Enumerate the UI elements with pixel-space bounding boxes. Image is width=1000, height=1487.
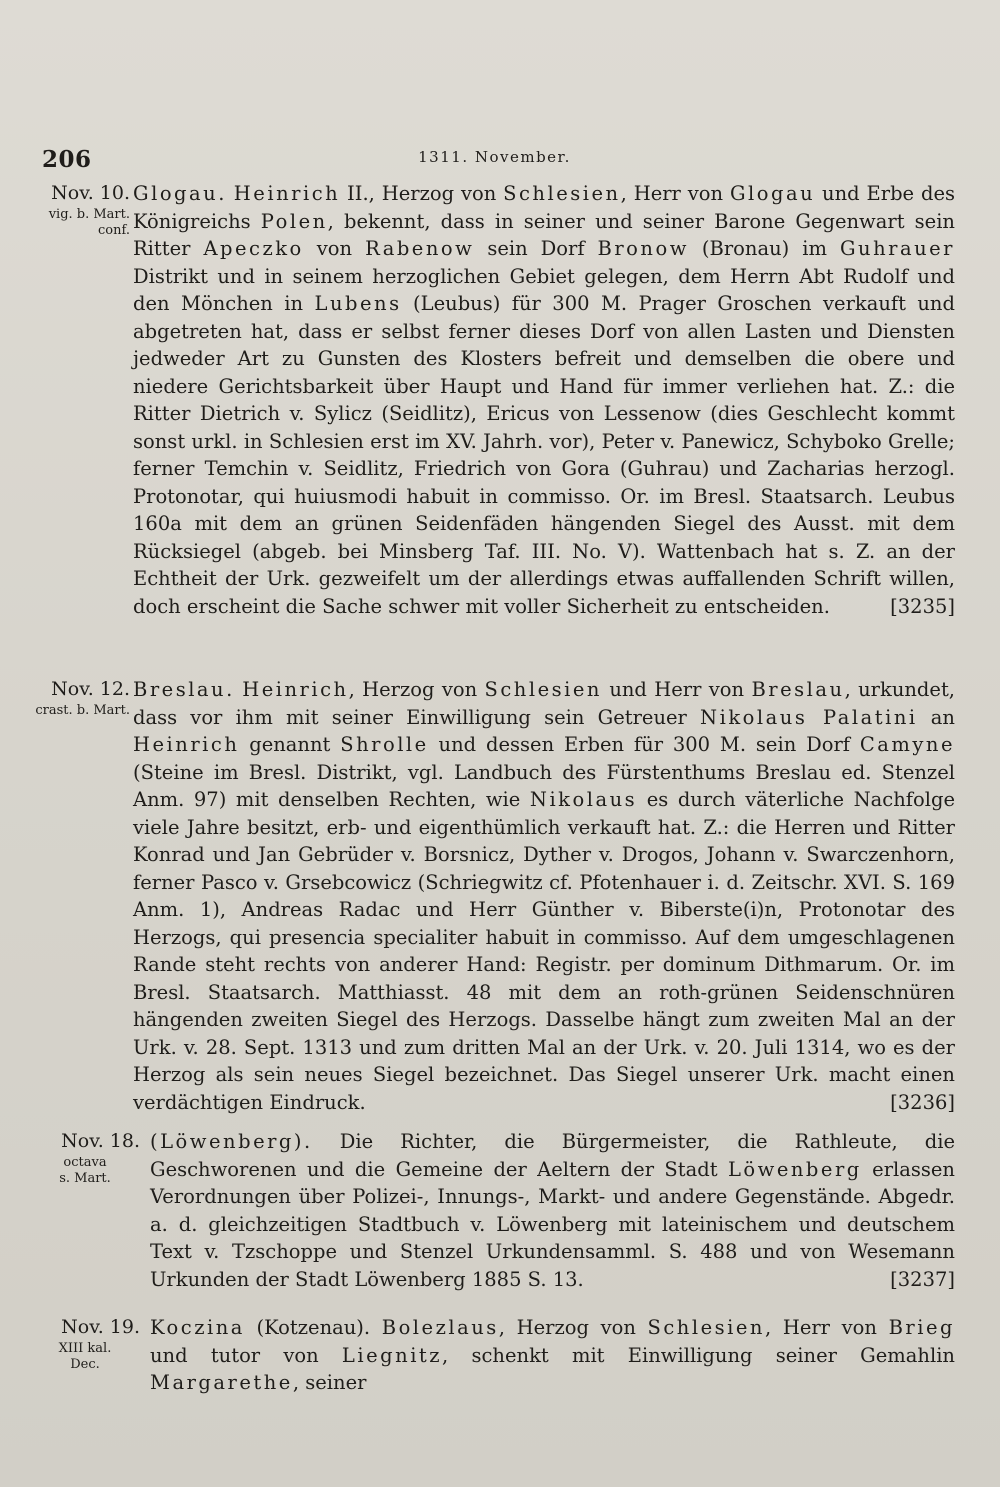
entry-margin: [30, 1314, 140, 1373]
spaced-name: Nikolaus: [529, 788, 638, 811]
spaced-name: Rabenow: [365, 237, 475, 260]
running-head: 1311. November.: [418, 148, 571, 166]
entry-feast: crast. b. Mart.: [35, 703, 130, 718]
spaced-name: Schlesien: [503, 182, 621, 205]
spaced-name: Brieg: [888, 1316, 955, 1339]
text-run: es durch väterliche Nachfolge viele Jahre besitzt, erb- und eigenthümlich verkauft hat. Z.: die Herren und Ritter Konrad und Jan Gebrüder v. Borsnicz, Dyther v. Drogos, Johann v. Swarczenhorn, ferner Pasco v. Grsebcowicz (Schriegwitz cf. Pfotenhauer i. d. Zeitschr. XVI. S. 169 Anm. 1), Andreas Radac und Herr Günther v. Biberste(i)n, Protonotar des Herzogs, qui presencia specialiter habuit in commisso. Auf dem umgeschlagenen Rande steht rechts von anderer Hand: Registr. per dominum Dithmarum. Or. im Bresl. Staatsarch. Matthiasst. 48 mit dem an roth-grünen Seidenschnüren hängenden zweiten Siegel des Herzogs. Dasselbe hängt zum zweiten Mal an der Urk. v. 28. Sept. 1313 und zum dritten Mal an der Urk. v. 20. Juli 1314, wo es der Herzog als sein neues Siegel bezeichnet. Das Siegel unserer Urk. macht einen verdächtigen Eindruck.: [133, 788, 955, 1114]
spaced-name: Liegnitz: [341, 1343, 443, 1367]
entry-date: Nov. 12.: [51, 678, 130, 700]
text-run: und Erbe des Königreichs: [133, 182, 955, 233]
page-number: 206: [42, 146, 92, 173]
text-run: , Herzog von: [498, 1316, 648, 1339]
text-run: (Steine im Bresl. Distrikt, vgl. Landbuch des Fürstenthums Breslau ed. Stenzel Anm. 97) mit denselben Rechten, wie: [133, 760, 955, 811]
text-run: und dessen Erben für 300 M. sein Dorf: [428, 733, 860, 756]
entry-text: [133, 182, 955, 618]
spaced-name: Glogau: [729, 182, 816, 205]
text-run: , Herr von: [765, 1316, 889, 1339]
entry-place: Koczina: [150, 1316, 245, 1339]
entry-feast: s. Mart.: [59, 1171, 111, 1186]
entry-place: Breslau.: [133, 678, 235, 701]
text-run: , schenkt mit Einwilligung seiner Gemahlin: [442, 1343, 955, 1367]
entry-reference-number: [3237]: [890, 1267, 955, 1291]
spaced-name: Heinrich: [242, 678, 349, 701]
entry-text: [150, 1316, 955, 1394]
spaced-name: Nikolaus Palatini: [700, 705, 918, 729]
text-run: an: [917, 705, 955, 729]
entry-date: Nov. 18.: [61, 1130, 140, 1152]
text-run: , seiner: [292, 1371, 367, 1394]
text-run: (Leubus) für 300 M. Prager Groschen verkauft und abgetreten hat, dass er selbst ferner dieses Dorf von allen Lasten und Diensten jedweder Art zu Gunsten des Klosters befreit und demselben die obere und niedere Gerichtsbarkeit über Haupt und Hand für immer verliehen hat. Z.: die Ritter Dietrich v. Sylicz (Seidlitz), Ericus von Lessenow (dies Geschlecht kommt sonst urkl. in Schlesien erst im XV. Jahrh. vor), Peter v. Panewicz, Schyboko Grelle; ferner Temchin v. Seidlitz, Friedrich von Gora (Guhrau) und Zacharias herzogl. Protonotar, qui huiusmodi habuit in commisso. Or. im Bresl. Staatsarch. Leubus 160a mit dem an grünen Seidenfäden hängenden Siegel des Ausst. mit dem Rücksiegel (abgeb. bei Minsberg Taf. III. No. V). Wattenbach hat s. Z. an der Echtheit der Urk. gezweifelt um der allerdings etwas auffallenden Schrift willen, doch erscheint die Sache schwer mit voller Sicherheit zu entscheiden.: [133, 292, 955, 618]
spaced-name: Breslau: [751, 678, 845, 701]
spaced-name: Heinrich: [233, 182, 341, 205]
entry-feast: Dec.: [70, 1357, 100, 1372]
entry-feast: octava: [63, 1155, 107, 1170]
text-run: , Herzog von: [348, 678, 485, 701]
entry-feast: conf.: [98, 223, 130, 238]
spaced-name: Shrolle: [340, 733, 429, 756]
spaced-name: Apeczko: [203, 237, 304, 260]
text-run: [227, 182, 234, 205]
text-run: , bekennt, dass in seiner und seiner Barone Gegenwart sein Ritter: [133, 209, 955, 260]
regest-entry-partial: [30, 1314, 955, 1397]
entry-text: [133, 678, 955, 1114]
spaced-name: Margarethe: [150, 1371, 293, 1394]
entry-text: [150, 1130, 955, 1291]
spaced-name: Heinrich: [133, 733, 240, 756]
text-run: , urkundet, dass vor ihm mit seiner Einwilligung sein Getreuer: [133, 678, 955, 729]
entry-reference-number: [3236]: [890, 1090, 955, 1114]
spaced-name: Bronow: [597, 237, 689, 260]
entry-date: Nov. 19.: [61, 1316, 140, 1338]
entry-feast: vig. b. Mart.: [48, 207, 130, 222]
text-run: sein Dorf: [474, 237, 598, 260]
entry-body: [150, 1128, 955, 1293]
text-run: und tutor von: [150, 1343, 342, 1367]
entry-place: Glogau.: [133, 182, 227, 205]
text-run: (Bronau) im: [688, 237, 840, 260]
spaced-name: Schlesien: [484, 678, 602, 701]
text-run: erlassen Verordnungen über Polizei-, Innungs-, Markt- und andere Gegenstände. Abgedr. a. d. gleichzeitigen Stadtbuch v. Löwenberg mit lateinischem und deutschem Text v. Tzschoppe und Stenzel Urkundensamml. S. 488 und von Wesemann Urkunden der Stadt Löwenberg 1885 S. 13.: [150, 1157, 955, 1291]
regest-entry-3237: [30, 1128, 955, 1293]
spaced-name: Löwenberg: [727, 1157, 862, 1181]
spaced-name: Bolezlaus: [381, 1316, 499, 1339]
text-run: genannt: [239, 733, 341, 756]
entry-date: Nov. 10.: [51, 182, 130, 204]
text-run: Die Richter, die Bürgermeister, die Rathleute, die Geschworenen und die Gemeine der Aeltern der Stadt: [150, 1130, 955, 1181]
entry-reference-number: [3235]: [890, 594, 955, 618]
spaced-name: Guhrauer: [839, 237, 955, 260]
spaced-name: Lubens: [314, 292, 402, 315]
spaced-name: Schlesien: [647, 1316, 765, 1339]
text-run: , Herr von: [620, 182, 730, 205]
entry-body: [150, 1314, 955, 1397]
text-run: II., Herzog von: [340, 182, 504, 205]
text-run: von: [303, 237, 366, 260]
page-header: [42, 146, 947, 182]
text-run: (Kotzenau).: [244, 1316, 382, 1339]
text-run: und Herr von: [601, 678, 752, 701]
entry-feast: XIII kal.: [58, 1341, 112, 1356]
text-run: Distrikt und in seinem herzoglichen Gebiet gelegen, dem Herrn Abt Rudolf und den Mönchen in: [133, 264, 955, 315]
regest-entry-3236: [30, 676, 955, 1116]
entry-margin: [30, 676, 130, 719]
entry-margin: [30, 180, 130, 239]
spaced-name: Camyne: [859, 733, 955, 756]
entry-place: (Löwenberg).: [150, 1130, 313, 1153]
regest-entry-3235: [30, 180, 955, 620]
entry-body: [133, 180, 955, 620]
entry-body: [133, 676, 955, 1116]
entry-margin: [30, 1128, 140, 1187]
spaced-name: Polen: [260, 209, 328, 233]
